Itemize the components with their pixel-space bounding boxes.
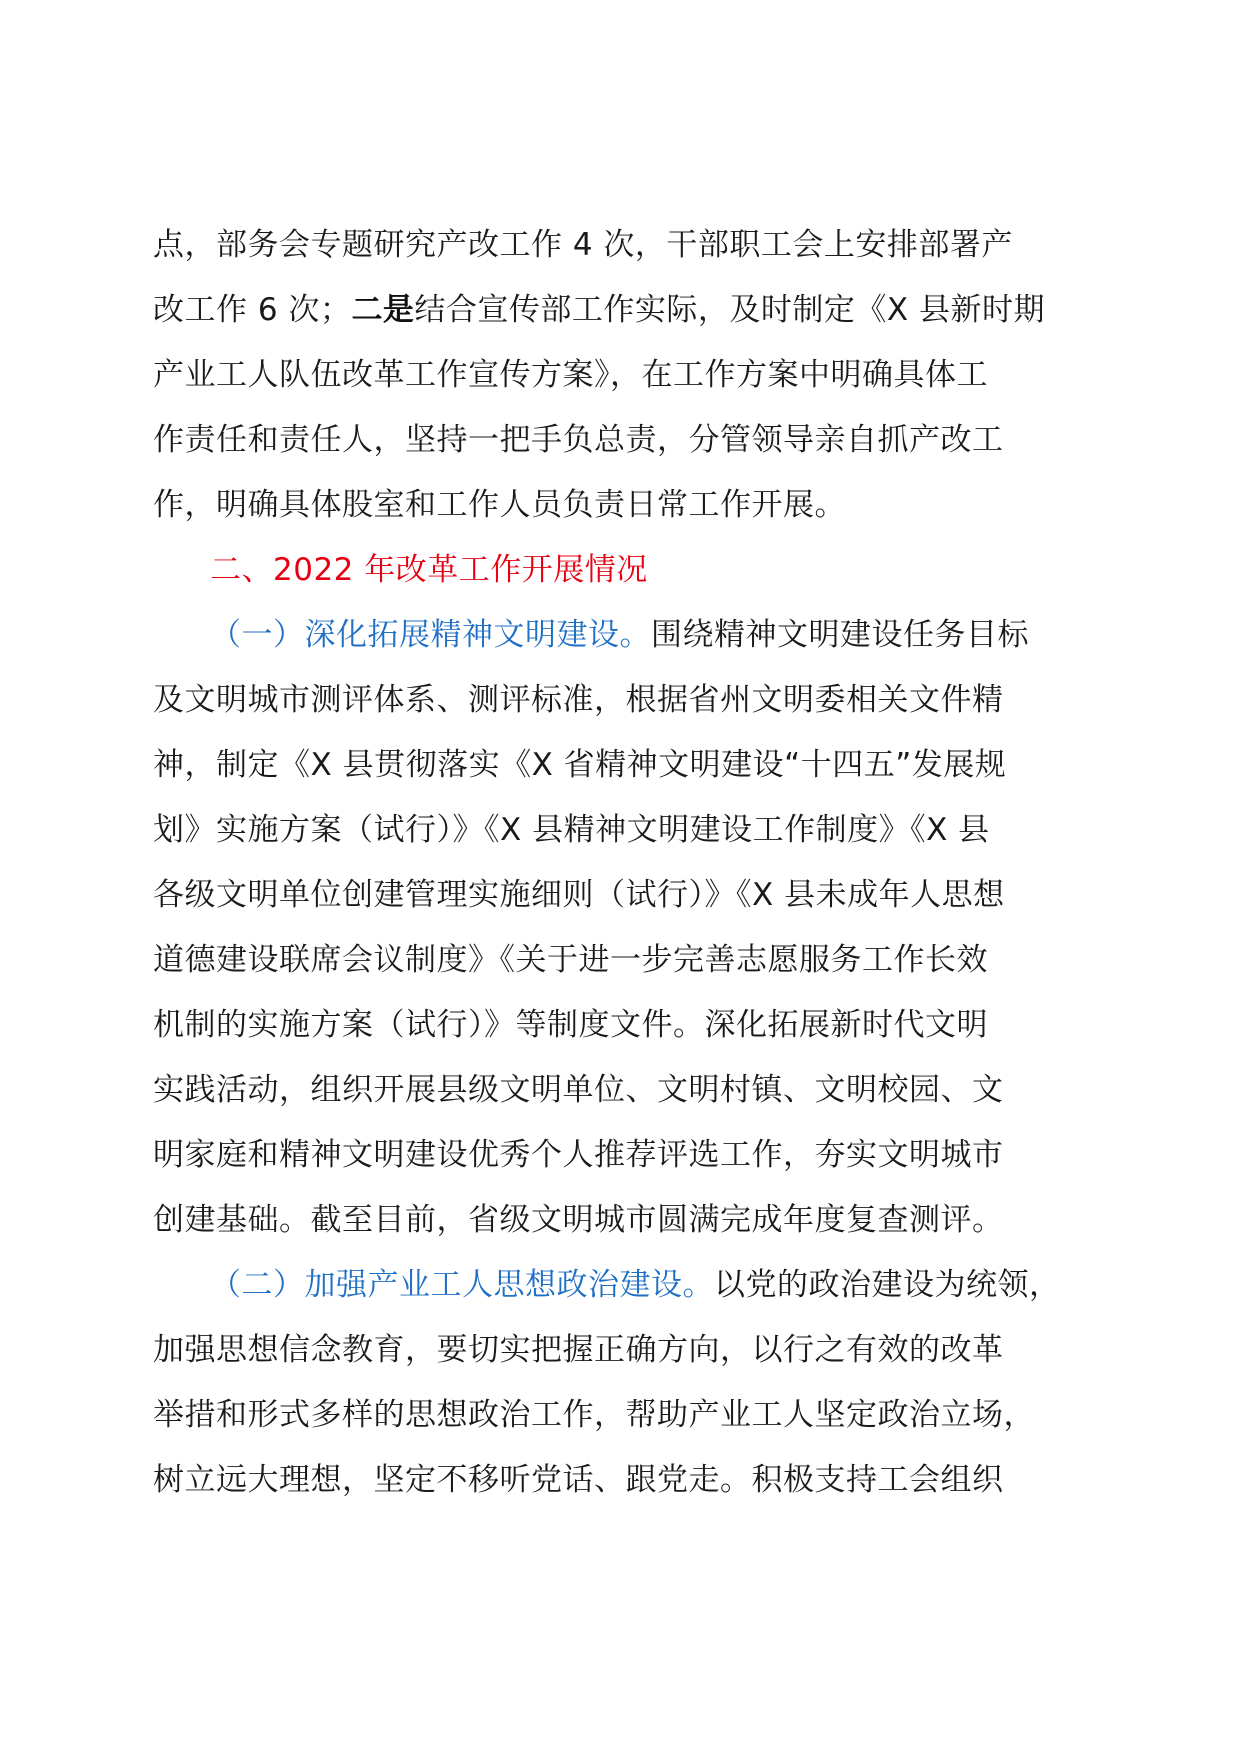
paragraph-line: 举措和形式多样的思想政治工作，帮助产业工人坚定政治立场， [153,1397,1035,1433]
paragraph-line [153,278,1093,343]
paragraph-line: 产业工人队伍改革工作宣传方案》，在工作方案中明确具体工 [153,357,988,393]
paragraph-line: 点，部务会专题研究产改工作 4 次，干部职工会上安排部署产 [153,227,1013,263]
paragraph-text: 结合宣传部工作实际，及时制定《X 县新时期 [414,292,1046,328]
paragraph-line: 机制的实施方案（试行）》等制度文件。深化拓展新时代文明 [153,1007,988,1043]
section-heading: 二、2022 年改革工作开展情况 [210,552,648,588]
paragraph-line: 实践活动，组织开展县级文明单位、文明村镇、文明校园、文 [153,1072,1004,1108]
paragraph-line: 加强思想信念教育，要切实把握正确方向，以行之有效的改革 [153,1332,1004,1368]
subsection-title: （一）深化拓展精神文明建设。 [210,617,651,653]
subsection-title: （二）加强产业工人思想政治建设。 [210,1267,714,1303]
paragraph-line: 划》实施方案（试行）》《X 县精神文明建设工作制度》《X 县 [153,812,990,848]
paragraph-line: 各级文明单位创建管理实施细则（试行）》《X 县未成年人思想 [153,877,1005,913]
paragraph-line: 作，明确具体股室和工作人员负责日常工作开展。 [153,487,846,523]
paragraph-line: 道德建设联席会议制度》《关于进一步完善志愿服务工作长效 [153,942,988,978]
paragraph-text: 围绕精神文明建设任务目标 [651,617,1029,653]
paragraph-line: 神，制定《X 县贯彻落实《X 省精神文明建设“十四五”发展规 [153,747,1007,783]
paragraph-line: 树立远大理想，坚定不移听党话、跟党走。积极支持工会组织 [153,1462,1004,1498]
subsection-first-line [153,603,1093,668]
paragraph-line: 作责任和责任人，坚持一把手负总责，分管领导亲自抓产改工 [153,422,1004,458]
subsection-first-line [153,1253,1093,1318]
document-body [153,213,1093,1513]
paragraph-text: 改工作 6 次； [153,292,352,328]
paragraph-line: 明家庭和精神文明建设优秀个人推荐评选工作，夯实文明城市 [153,1137,1004,1173]
bold-marker: 二是 [351,292,415,328]
paragraph-text: 以党的政治建设为统领， [714,1267,1061,1303]
paragraph-line: 及文明城市测评体系、测评标准，根据省州文明委相关文件精 [153,682,1004,718]
paragraph-line: 创建基础。截至目前，省级文明城市圆满完成年度复查测评。 [153,1202,1004,1238]
